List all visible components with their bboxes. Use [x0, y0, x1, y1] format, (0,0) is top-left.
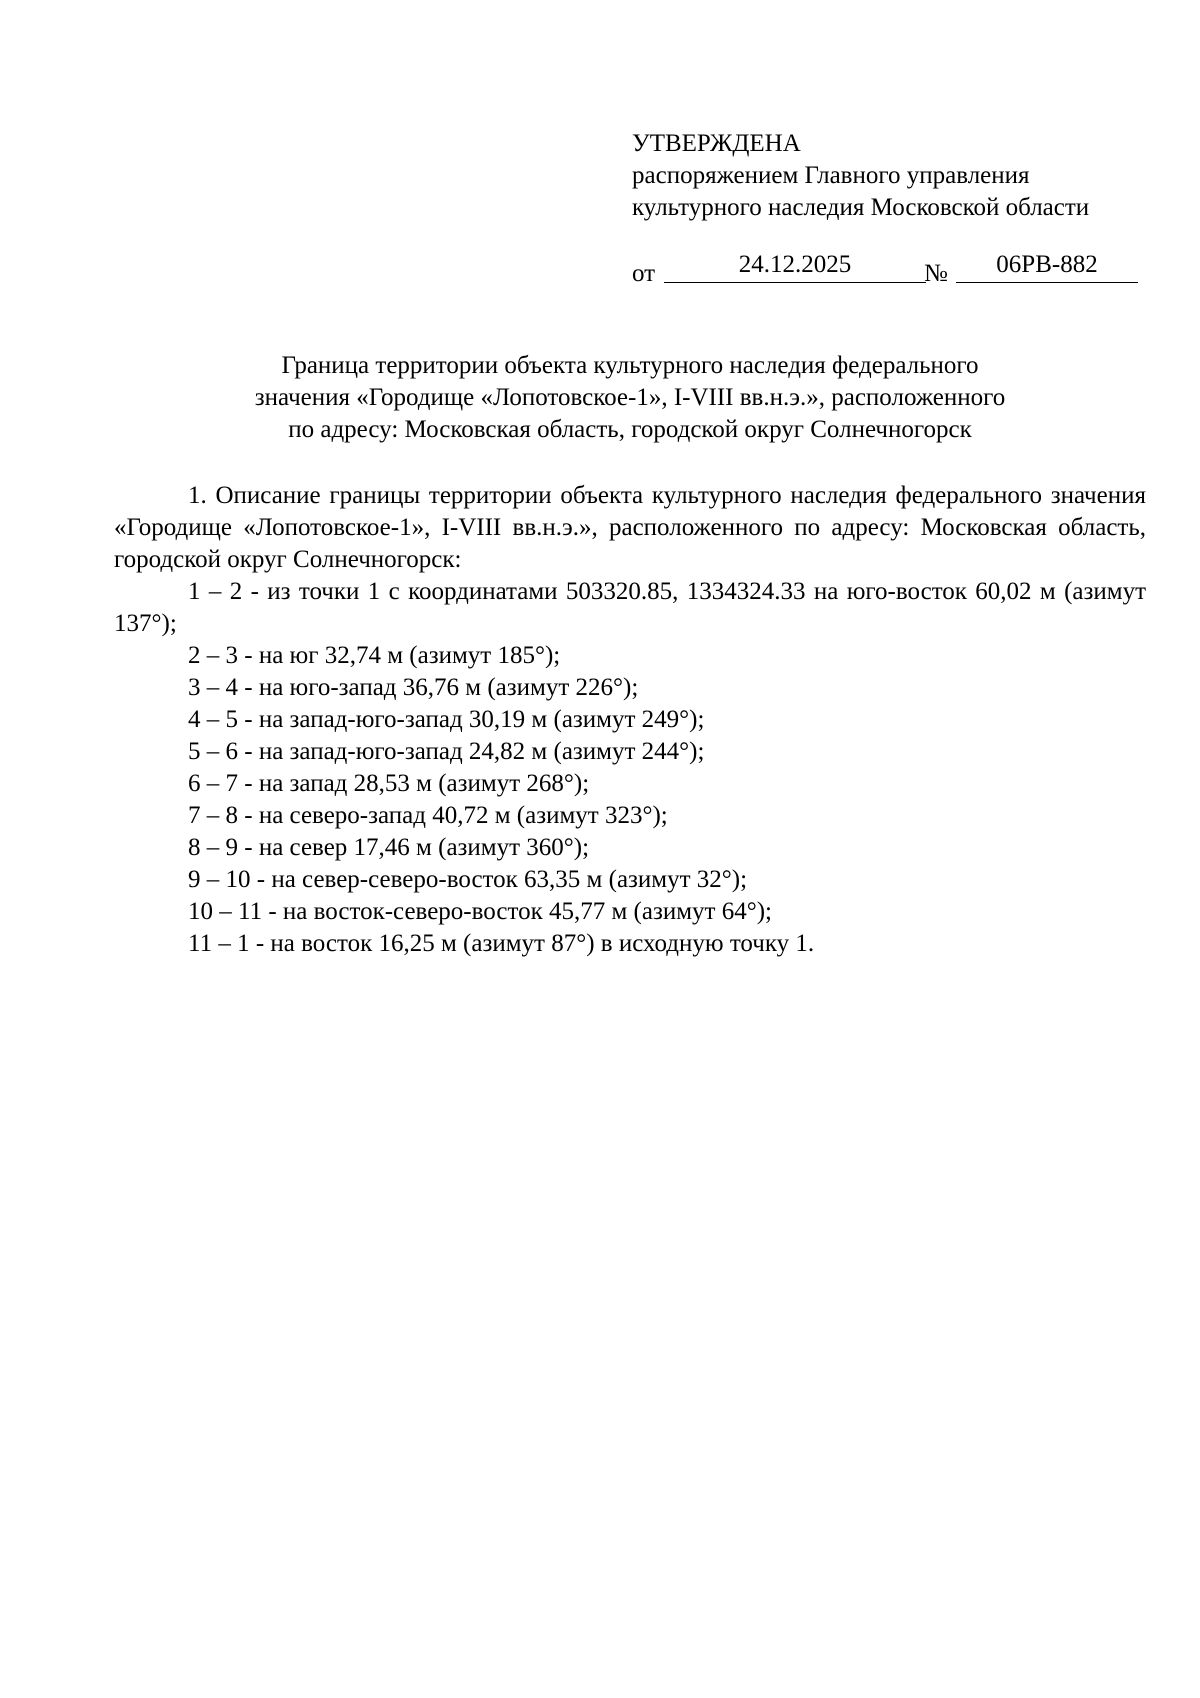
segment-item: 8 – 9 - на север 17,46 м (азимут 360°); [188, 834, 590, 861]
segment-item: 11 – 1 - на восток 16,25 м (азимут 87°) в исходную точку 1. [188, 930, 815, 957]
from-label: от [632, 260, 656, 287]
issue-date-number [632, 248, 1172, 288]
segment-item: 7 – 8 - на северо-запад 40,72 м (азимут 323°); [188, 802, 668, 829]
approval-line: распоряжением Главного управления [632, 162, 1030, 189]
approval-stamp [632, 128, 1152, 224]
segment-item: 6 – 7 - на запад 28,53 м (азимут 268°); [188, 770, 590, 797]
title-line: по адресу: Московская область, городской округ Солнечногорск [288, 416, 972, 443]
boundary-description [114, 480, 1146, 960]
approval-line: культурного наследия Московской области [632, 194, 1090, 221]
title-line: значения «Городище «Лопотовское-1», I-VIII вв.н.э.», расположенного [254, 384, 1006, 411]
title-line: Граница территории объекта культурного наследия федерального [281, 352, 979, 379]
segment-item: 9 – 10 - на север-северо-восток 63,35 м (азимут 32°); [188, 866, 748, 893]
number-label: № [924, 260, 948, 287]
segment-item: 2 – 3 - на юг 32,74 м (азимут 185°); [188, 642, 561, 669]
document-title [120, 350, 1140, 446]
segment-item: 4 – 5 - на запад-юго-запад 30,19 м (азимут 249°); [188, 706, 705, 733]
description-intro: 1. Описание границы территории объекта культурного наследия федерального значения «Городище «Лопотовское-1», I-VIII вв.н.э.», расположенного по адресу: Московская область, городской округ Солнечногорск: [114, 482, 1146, 573]
issue-number: 06РВ-882 [956, 248, 1138, 283]
issue-date: 24.12.2025 [664, 248, 926, 283]
segment-item: 3 – 4 - на юго-запад 36,76 м (азимут 226°); [188, 674, 639, 701]
segment-item: 10 – 11 - на восток-северо-восток 45,77 м (азимут 64°); [188, 898, 772, 925]
approval-heading: УТВЕРЖДЕНА [632, 130, 801, 157]
segment-item: 5 – 6 - на запад-юго-запад 24,82 м (азимут 244°); [188, 738, 705, 765]
segment-item: 1 – 2 - из точки 1 с координатами 503320.85, 1334324.33 на юго-восток 60,02 м (азимут 137°); [114, 578, 1146, 637]
